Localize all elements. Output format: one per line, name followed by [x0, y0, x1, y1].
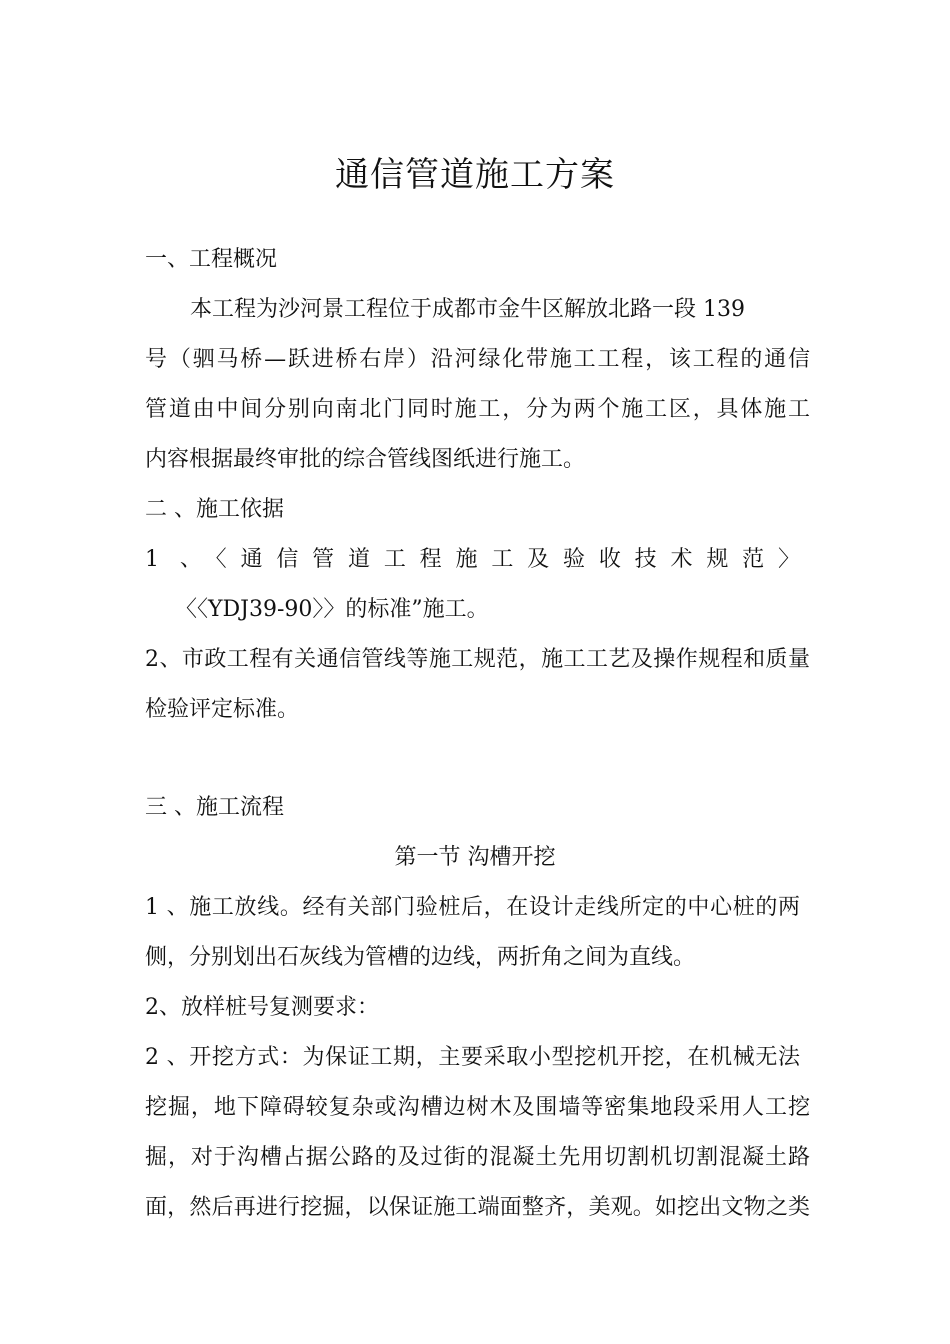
paragraph-line: 2 、开挖方式：为保证工期，主要采取小型挖机开挖，在机械无法 — [145, 1045, 800, 1070]
paragraph-line: 1 、施工放线。经有关部门验桩后，在设计走线所定的中心桩的两 — [145, 895, 800, 920]
paragraph-line: 本工程为沙河景工程位于成都市金牛区解放北路一段 139 — [190, 297, 745, 322]
paragraph-line: 挖掘，地下障碍较复杂或沟槽边树木及围墙等密集地段采用人工挖 — [145, 1095, 810, 1120]
paragraph-line: 掘，对于沟槽占据公路的及过街的混凝土先用切割机切割混凝土路 — [145, 1145, 810, 1170]
paragraph-line: 管道由中间分别向南北门同时施工，分为两个施工区，具体施工 — [145, 397, 810, 422]
paragraph-line: 内容根据最终审批的综合管线图纸进行施工。 — [145, 447, 586, 472]
basis-item-1: 1 、〈通信管道工程施工及验收技术规范〉 — [145, 547, 800, 572]
paragraph-line: 面，然后再进行挖掘，以保证施工端面整齐，美观。如挖出文物之类 — [145, 1195, 810, 1220]
paragraph-line: 号（驷马桥—跃进桥右岸）沿河绿化带施工工程，该工程的通信 — [145, 347, 810, 372]
paragraph-line: 侧，分别划出石灰线为管槽的边线，两折角之间为直线。 — [145, 945, 696, 970]
document-title: 通信管道施工方案 — [335, 155, 615, 195]
basis-item-1-cont: 〈〈YDJ39-90〉〉的标准”施工。 — [175, 597, 489, 622]
paragraph-line: 2、放样桩号复测要求： — [145, 995, 379, 1020]
section-heading-overview: 一、工程概况 — [145, 247, 278, 272]
section-heading-process: 三 、施工流程 — [145, 795, 284, 820]
basis-item-2: 2、市政工程有关通信管线等施工规范，施工工艺及操作规程和质量 — [145, 647, 810, 672]
subsection-heading: 第一节 沟槽开挖 — [394, 845, 556, 870]
basis-item-2-cont: 检验评定标准。 — [145, 697, 300, 722]
section-heading-basis: 二 、施工依据 — [145, 497, 284, 522]
